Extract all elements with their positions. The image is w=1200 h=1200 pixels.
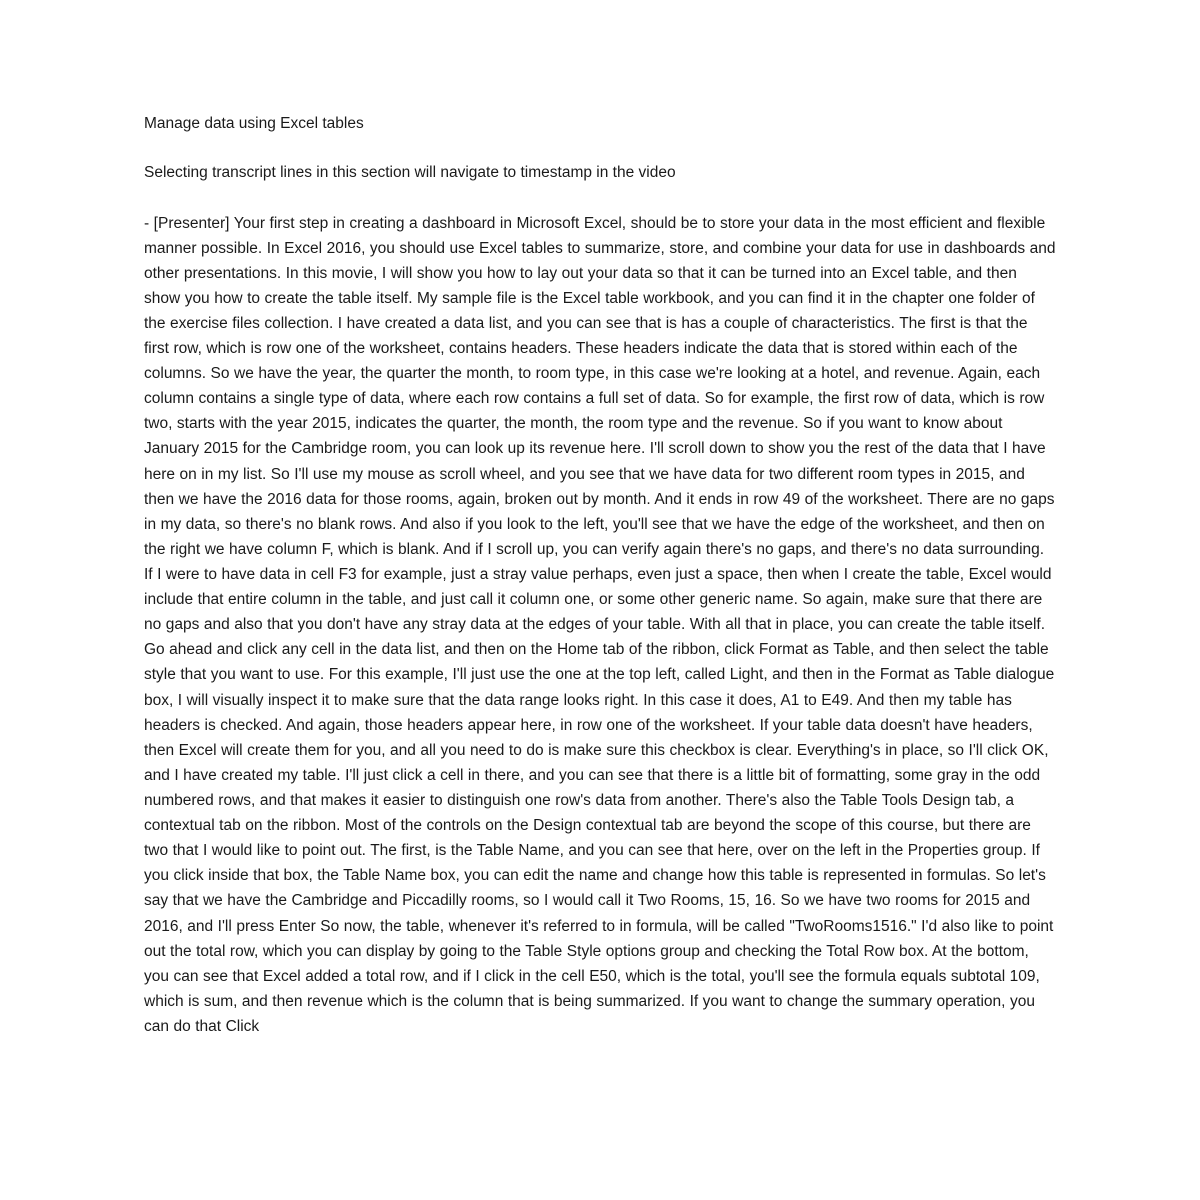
page-title: Manage data using Excel tables	[144, 115, 364, 132]
transcript-navigation-note: Selecting transcript lines in this section will navigate to timestamp in the video	[144, 164, 676, 182]
transcript-text: - [Presenter] Your first step in creating a dashboard in Microsoft Excel, should be to store your data in the most efficient and flexible manner possible. In Excel 2016, you should use Excel tables to summarize, store, and combine your data for use in dashboards and other presentations. In this movie, I will show you how to lay out your data so that it can be turned into an Excel table, and then show you how to create the table itself. My sample file is the Excel table workbook, and you can find it in the chapter one folder of the exercise files collection. I have created a data list, and you can see that is has a couple of characteristics. The first is that the first row, which is row one of the worksheet, contains headers. These headers indicate the data that is stored within each of the columns. So we have the year, the quarter the month, to room type, in this case we're looking at a hotel, and revenue. Again, each column contains a single type of data, where each row contains a full set of data. So for example, the first row of data, which is row two, starts with the year 2015, indicates the quarter, the month, the room type and the revenue. So if you want to know about January 2015 for the Cambridge room, you can look up its revenue here. I'll scroll down to show you the rest of the data that I have here on in my list. So I'll use my mouse as scroll wheel, and you see that we have data for two different room types in 2015, and then we have the 2016 data for those rooms, again, broken out by month. And it ends in row 49 of the worksheet. There are no gaps in my data, so there's no blank rows. And also if you look to the left, you'll see that we have the edge of the worksheet, and then on the right we have column F, which is blank. And if I scroll up, you can verify again there's no gaps, and there's no data surrounding. If I were to have data in cell F3 for example, just a stray value perhaps, even just a space, then when I create the table, Excel would include that entire column in the table, and just call it column one, or some other generic name. So again, make sure that there are no gaps and also that you don't have any stray data at the edges of your table. With all that in place, you can create the table itself. Go ahead and click any cell in the data list, and then on the Home tab of the ribbon, click Format as Table, and then select the table style that you want to use. For this example, I'll just use the one at the top left, called Light, and then in the Format as Table dialogue box, I will visually inspect it to make sure that the data range looks right. In this case it does, A1 to E49. And then my table has headers is checked. And again, those headers appear here, in row one of the worksheet. If your table data doesn't have headers, then Excel will create them for you, and all you need to do is make sure this checkbox is clear. Everything's in place, so I'll click OK, and I have created my table. I'll just click a cell in there, and you can see that there is a little bit of formatting, some gray in the odd numbered rows, and that makes it easier to distinguish one row's data from another. There's also the Table Tools Design tab, a contextual tab on the ribbon. Most of the controls on the Design contextual tab are beyond the scope of this course, but there are two that I would like to point out. The first, is the Table Name, and you can see that here, over on the left in the Properties group. If you click inside that box, the Table Name box, you can edit the name and change how this table is represented in formulas. So let's say that we have the Cambridge and Piccadilly rooms, so I would call it Two Rooms, 15, 16. So we have two rooms for 2015 and 2016, and I'll press Enter So now, the table, whenever it's referred to in formula, will be called "TwoRooms1516." I'd also like to point out the total row, which you can display by going to the Table Style options group and checking the Total Row box. At the bottom, you can see that Excel added a total row, and if I click in the cell E50, which is the total, you'll see the formula equals subtotal 109, which is sum, and then revenue which is the column that is being summarized. If you want to change the summary operation, you can do that Click	[144, 214, 1056, 1035]
